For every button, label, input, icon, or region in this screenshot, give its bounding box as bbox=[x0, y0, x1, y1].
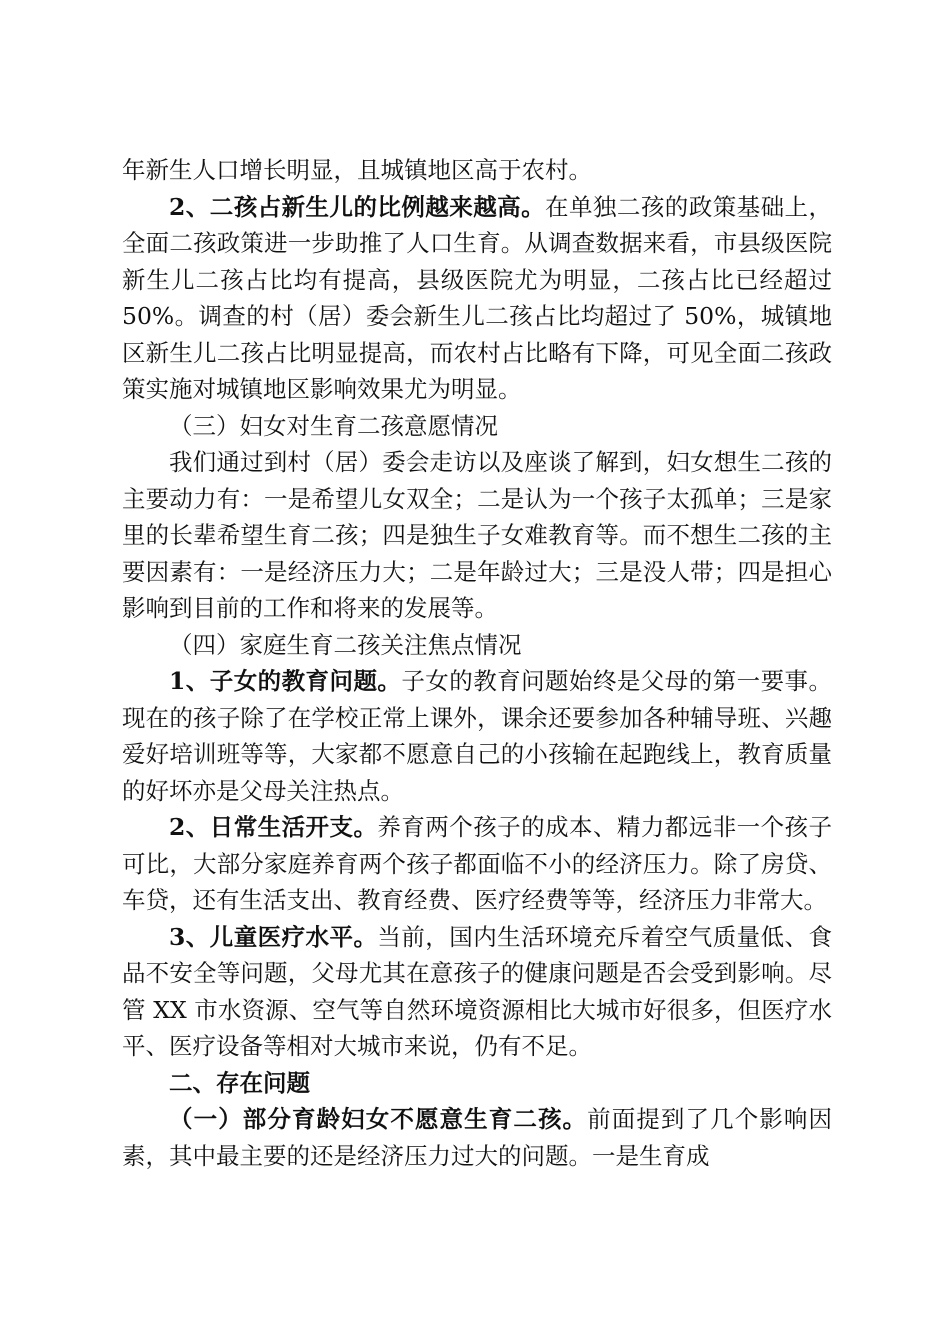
paragraph-4 bbox=[122, 663, 832, 809]
paragraph-text: 养育两个孩子的成本、精力都远非一个孩子可比，大部分家庭养育两个孩子都面临不小的经济压力。除了房贷、车贷，还有生活支出、教育经费、医疗经费等等，经济压力非常大。 bbox=[122, 813, 832, 914]
section-heading-2: 二、存在问题 bbox=[169, 1068, 310, 1097]
document-page bbox=[122, 152, 832, 1174]
paragraph-lead: （一）部分育龄妇女不愿意生育二孩。 bbox=[169, 1105, 588, 1133]
paragraph-text: 在单独二孩的政策基础上，全面二孩政策进一步助推了人口生育。从调查数据来看，市县级医院新生儿二孩占比均有提高，县级医院尤为明显，二孩占比已经超过 50%。调查的村（居）委会新生儿二孩占比均超过了 50%，城镇地区新生儿二孩占比明显提高，而农村占比略有下降，可见全面二孩政策实施对城镇地区影响效果尤为明显。 bbox=[122, 192, 832, 403]
paragraph-text: 前面提到了几个影响因素，其中最主要的还是经济压力过大的问题。一是生育成 bbox=[122, 1105, 833, 1170]
subheading-3: （三）妇女对生育二孩意愿情况 bbox=[169, 411, 498, 440]
subheading-4: （四）家庭生育二孩关注焦点情况 bbox=[169, 630, 522, 659]
paragraph-1 bbox=[122, 152, 832, 189]
paragraph-text: 子女的教育问题始终是父母的第一要事。现在的孩子除了在学校正常上课外，课余还要参加各种辅导班、兴趣爱好培训班等等，大家都不愿意自己的小孩输在起跑线上，教育质量的好坏亦是父母关注热点。 bbox=[122, 667, 833, 805]
paragraph-text: 年新生人口增长明显，且城镇地区高于农村。 bbox=[122, 156, 592, 184]
paragraph-7 bbox=[122, 1101, 832, 1174]
paragraph-6 bbox=[122, 919, 832, 1065]
paragraph-3 bbox=[122, 444, 832, 627]
paragraph-text: 当前，国内生活环境充斥着空气质量低、食品不安全等问题，父母尤其在意孩子的健康问题是否会受到影响。尽管 XX 市水资源、空气等自然环境资源相比大城市好很多，但医疗水平、医疗设备等相对大城市来说，仍有不足。 bbox=[122, 922, 832, 1060]
paragraph-lead: 2、日常生活开支。 bbox=[169, 813, 378, 841]
paragraph-5 bbox=[122, 809, 832, 919]
paragraph-text: 我们通过到村（居）委会走访以及座谈了解到，妇女想生二孩的主要动力有：一是希望儿女双全；二是认为一个孩子太孤单；三是家里的长辈希望生育二孩；四是独生子女难教育等。而不想生二孩的主要因素有：一是经济压力大；二是年龄过大；三是没人带；四是担心影响到目前的工作和将来的发展等。 bbox=[122, 448, 832, 622]
paragraph-lead: 2、二孩占新生儿的比例越来越高。 bbox=[169, 192, 546, 221]
paragraph-lead: 1、子女的教育问题。 bbox=[169, 667, 402, 695]
paragraph-lead: 3、儿童医疗水平。 bbox=[169, 922, 378, 951]
paragraph-2 bbox=[122, 189, 832, 408]
